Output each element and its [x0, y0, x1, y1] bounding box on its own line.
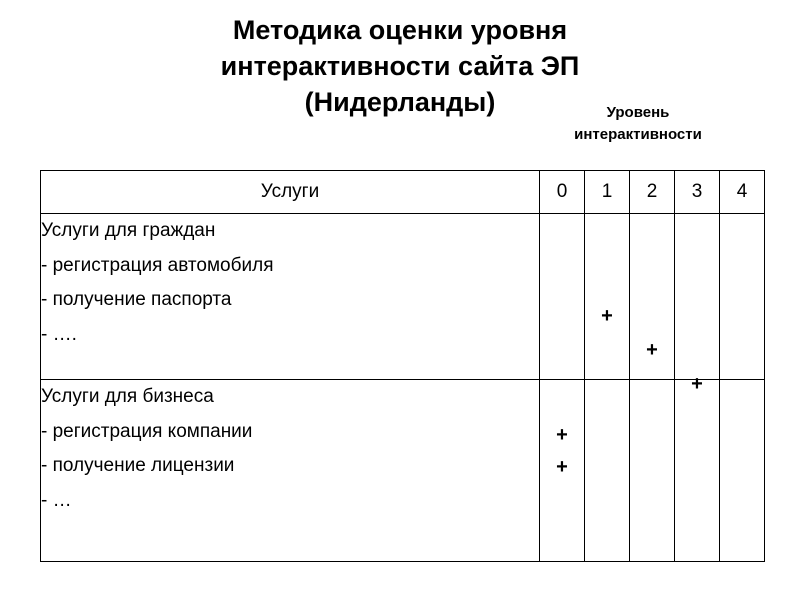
table-row-business: [41, 380, 765, 562]
header-level-0: 0: [540, 171, 585, 214]
title-line-1: Методика оценки уровня: [232, 15, 568, 45]
citizens-level-1-cell: [585, 214, 630, 380]
citizens-heading: Услуги для граждан: [41, 220, 216, 241]
business-item-license: - получение лицензии: [41, 455, 235, 476]
title-line-3: (Нидерланды): [304, 87, 496, 117]
business-item-more: - …: [41, 489, 72, 511]
citizens-item-car-registration: - регистрация автомобиля: [41, 254, 274, 276]
mark-car-registration-level-1: +: [601, 305, 613, 327]
mark-license-level-0: +: [556, 456, 568, 478]
mark-company-registration-level-0: +: [556, 424, 568, 446]
citizens-level-3-cell: [675, 214, 720, 395]
table-header-row: [41, 171, 765, 214]
citizens-level-4-cell: [720, 214, 765, 380]
business-level-1-cell: [585, 380, 630, 562]
citizens-services-cell: [41, 214, 540, 380]
business-heading: Услуги для бизнеса: [41, 386, 214, 407]
business-level-2-cell: [630, 380, 675, 562]
mark-more-level-3: +: [691, 373, 703, 395]
table-row-citizens: [41, 214, 765, 380]
citizens-item-more: - ….: [41, 323, 77, 345]
header-level-4: 4: [720, 171, 765, 214]
level-label-line-2: интерактивности: [574, 126, 702, 143]
citizens-level-2-cell: [630, 214, 675, 380]
business-level-4-cell: [720, 380, 765, 562]
mark-passport-level-2: +: [646, 339, 658, 361]
header-level-2: 2: [630, 171, 675, 214]
services-table: [40, 170, 765, 562]
header-level-3: 3: [675, 171, 720, 214]
citizens-item-passport: - получение паспорта: [41, 289, 232, 310]
header-level-1: 1: [585, 171, 630, 214]
header-services: Услуги: [41, 171, 540, 214]
interactivity-level-label: [548, 102, 728, 146]
business-level-0-cell: [540, 380, 585, 562]
business-services-cell: [41, 380, 540, 562]
business-item-company-registration: - регистрация компании: [41, 420, 253, 442]
business-level-3-cell: [675, 380, 720, 562]
title-line-2: интерактивности сайта ЭП: [220, 51, 580, 81]
level-label-line-1: Уровень: [606, 104, 670, 121]
citizens-level-0-cell: [540, 214, 585, 380]
